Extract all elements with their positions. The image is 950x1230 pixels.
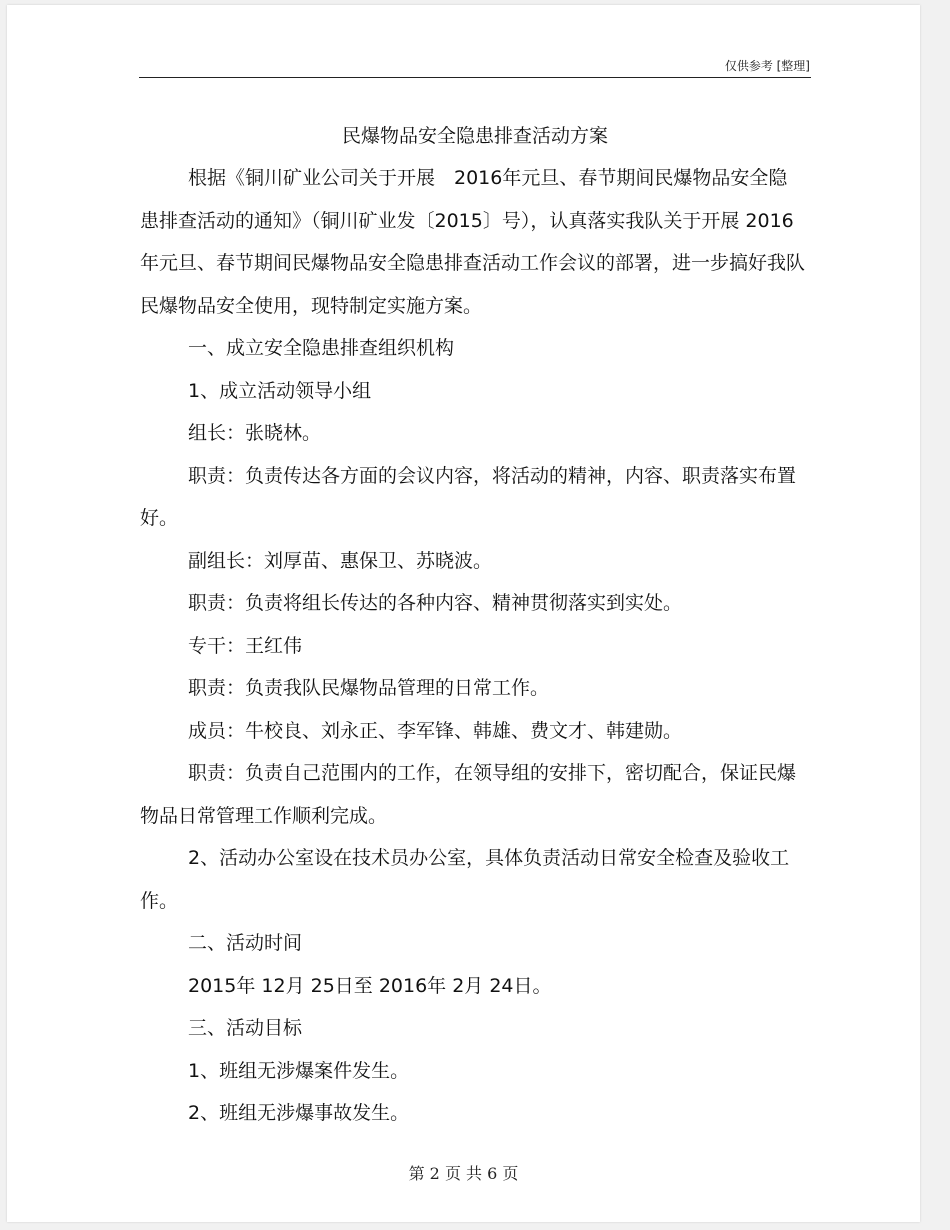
section-heading-3: 三、活动目标: [188, 1017, 303, 1039]
paragraph-dates: 2015年 12月 25日至 2016年 2月 24日。: [188, 974, 552, 997]
paragraph-members: 成员：牛校良、刘永正、李军锋、韩雄、费文才、韩建勋。: [188, 719, 683, 742]
header-note: 仅供参考 [整理]: [724, 59, 810, 73]
paragraph-duty: 职责：负责传达各方面的会议内容，将活动的精神，内容、职责落实布置好。: [140, 464, 797, 529]
document-page: [7, 5, 920, 1222]
paragraph-goal: 1、班组无涉爆案件发生。: [188, 1059, 410, 1082]
document-body: [140, 157, 805, 1135]
section-heading-1: 一、成立安全隐患排查组织机构: [188, 337, 455, 359]
section-heading-2: 二、活动时间: [188, 932, 303, 954]
paragraph-intro: 根据《铜川矿业公司关于开展 2016年元旦、春节期间民爆物品安全隐患排查活动的通知》（铜川矿业发〔2015〕号），认真落实我队关于开展 2016年元旦、春节期间民爆物品安全隐患排查活动工作会议的部署，进一步搞好我队民爆物品安全使用，现特制定实施方案。: [140, 167, 806, 317]
paragraph-deputy: 副组长：刘厚苗、惠保卫、苏晓波。: [188, 549, 493, 572]
paragraph-duty: 职责：负责将组长传达的各种内容、精神贯彻落实到实处。: [188, 592, 683, 614]
paragraph-duty: 职责：负责自己范围内的工作，在领导组的安排下，密切配合，保证民爆物品日常管理工作顺利完成。: [140, 762, 797, 827]
header-divider: [139, 77, 811, 78]
paragraph-goal: 2、班组无涉爆事故发生。: [188, 1102, 410, 1124]
paragraph-office: 2、活动办公室设在技术员办公室，具体负责活动日常安全检查及验收工作。: [140, 847, 790, 912]
subsection-heading: 1、成立活动领导小组: [188, 379, 372, 402]
paragraph-leader: 组长：张晓林。: [188, 422, 322, 444]
paragraph-specialist: 专干：王红伟: [188, 634, 303, 657]
paragraph-duty: 职责：负责我队民爆物品管理的日常工作。: [188, 677, 550, 699]
document-title: 民爆物品安全隐患排查活动方案: [341, 125, 608, 147]
page-number: 第 2 页 共 6 页: [408, 1164, 519, 1183]
